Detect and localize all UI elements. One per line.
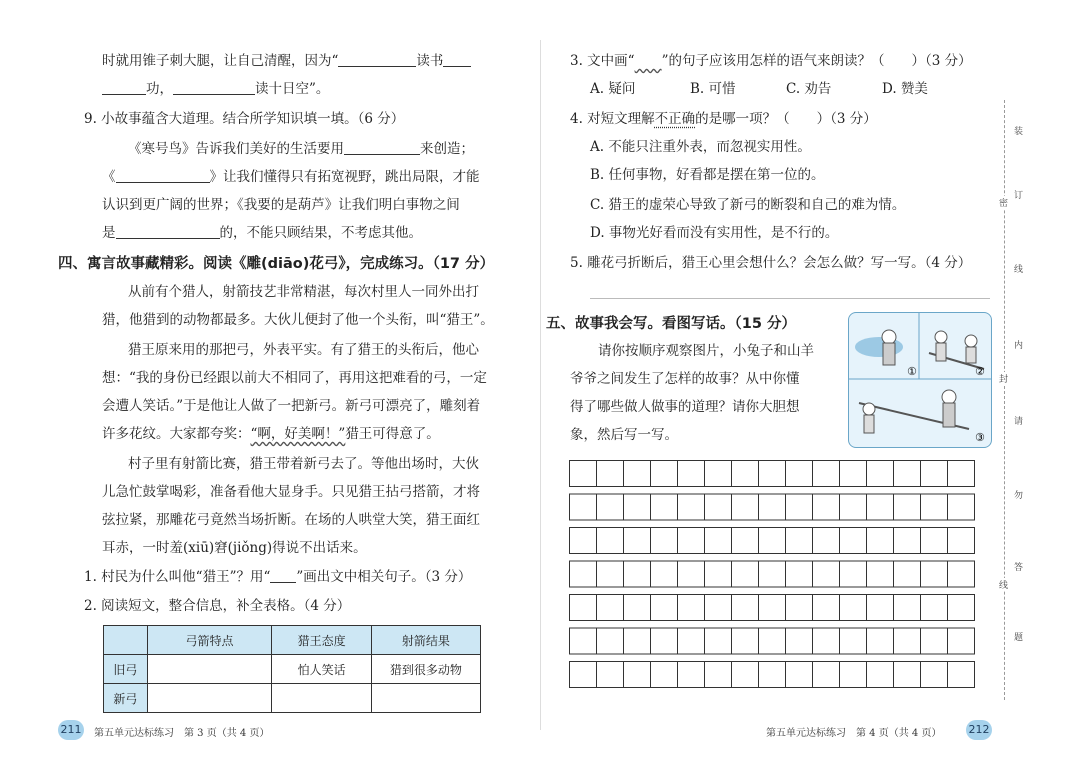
grid-row[interactable] (570, 461, 975, 487)
answer-line[interactable] (590, 298, 990, 299)
grid-row[interactable] (570, 595, 975, 621)
binding-margin-char: 题 (1014, 633, 1024, 643)
option[interactable]: D. 赞美 (882, 81, 928, 97)
answer-blank[interactable] (443, 52, 471, 67)
binding-margin-char: 订 (1014, 191, 1024, 201)
wavy-underlined-sentence: “啊，好美啊！” (250, 426, 346, 442)
option[interactable]: C. 猎王的虚荣心导致了新弓的断裂和自己的难为情。 (590, 197, 906, 213)
prompt-line: 请你按顺序观察图片，小兔子和山羊 (598, 343, 814, 359)
option[interactable]: B. 可惜 (690, 81, 736, 97)
question-4: 4. 对短文理解不正确的是哪一项？（ ）（3 分） (570, 111, 877, 127)
table-cell-blank[interactable] (272, 684, 372, 713)
table-cell-blank[interactable] (371, 684, 480, 713)
passage-line: 耳赤，一时羞(xiū)窘(jiǒng)得说不出话来。 (102, 540, 367, 556)
info-table (103, 625, 481, 713)
answer-blank[interactable] (344, 140, 420, 155)
answer-blank[interactable] (116, 224, 220, 239)
emphasis-dots: 不正确 (654, 111, 696, 127)
passage-line: 猎王原来用的那把弓，外表平实。有了猎王的头衔后，他心 (128, 342, 479, 358)
option[interactable]: B. 任何事物，好看都是摆在第一位的。 (590, 167, 825, 183)
binding-margin-char: 勿 (1014, 491, 1024, 501)
page-footer-left: 第五单元达标练习 第 3 页（共 4 页） (94, 728, 270, 739)
binding-seal-char: 封 (999, 372, 1008, 385)
question-5: 5. 雕花弓折断后，猎王心里会想什么？会怎么做？写一写。（4 分） (570, 255, 972, 271)
prompt-line: 爷爷之间发生了怎样的故事？从中你懂 (570, 371, 800, 387)
underline-sample (270, 568, 296, 583)
binding-margin-char: 答 (1014, 563, 1024, 573)
table-row (104, 684, 481, 713)
binding-margin-char: 内 (1014, 341, 1024, 351)
table-cell: 猎到很多动物 (371, 655, 480, 684)
passage-line: 想：“我的身份已经跟以前大不相同了，再用这把难看的弓，一定 (102, 370, 487, 386)
passage-line: 从前有个猎人，射箭技艺非常精湛，每次村里人一同外出打 (128, 284, 479, 300)
passage-line: 村子里有射箭比赛，猎王带着新弓去了。等他出场时，大伙 (128, 456, 479, 472)
section-5-heading: 五、故事我会写。看图写话。（15 分） (546, 316, 796, 332)
binding-margin-char: 线 (1014, 265, 1024, 275)
binding-line (1004, 100, 1006, 700)
table-cell-blank[interactable] (147, 684, 272, 713)
question-9: 9. 小故事蕴含大道理。结合所学知识填一填。（6 分） (84, 111, 405, 127)
text-line: 时就用锥子刺大腿，让自己清醒，因为“ 读书 (102, 52, 471, 70)
page-divider (540, 40, 541, 730)
question-1: 1. 村民为什么叫他“猎王”？用“ ”画出文中相关句子。（3 分） (84, 569, 472, 585)
table-row-label: 旧弓 (104, 655, 148, 684)
grid-row[interactable] (570, 662, 975, 688)
grid-row[interactable] (570, 528, 975, 554)
binding-seal-char: 密 (999, 196, 1008, 209)
binding-margin-char: 请 (1014, 417, 1024, 427)
wavy-sample (635, 53, 662, 69)
prompt-line: 得了哪些做人做事的道理？请你大胆想 (570, 399, 800, 415)
table-header-cell: 射箭结果 (371, 626, 480, 655)
story-illustration (848, 312, 992, 448)
page-number-left: 211 (58, 720, 84, 740)
option[interactable]: C. 劝告 (786, 81, 832, 97)
text-line: 《寒号鸟》告诉我们美好的生活要用 来创造； (128, 141, 474, 157)
answer-blank[interactable] (338, 52, 416, 67)
page-footer-right: 第五单元达标练习 第 4 页（共 4 页） (766, 728, 942, 739)
question-2: 2. 阅读短文，整合信息，补全表格。（4 分） (84, 598, 351, 614)
text-line: 《 》让我们懂得只有拓宽视野，跳出局限，才能 (102, 169, 480, 185)
grid-row[interactable] (570, 561, 975, 587)
table-row-label: 新弓 (104, 684, 148, 713)
grid-row[interactable] (570, 494, 975, 520)
panel-label: ② (975, 365, 985, 378)
table-header-cell: 弓箭特点 (147, 626, 272, 655)
table-cell: 怕人笑话 (272, 655, 372, 684)
passage-line: 会遭人笑话。”于是他让人做了一把新弓。新弓可漂亮了，雕刻着 (102, 398, 481, 414)
binding-seal-char: 线 (999, 578, 1008, 591)
passage-line: 弦拉紧，那雕花弓竟然当场折断。在场的人哄堂大笑，猎王面红 (102, 512, 480, 528)
passage-line: 许多花纹。大家都夸奖：“啊，好美啊！”猎王可得意了。 (102, 426, 440, 442)
question-3: 3. 文中画“ ”的句子应该用怎样的语气来朗读？（ ）（3 分） (570, 53, 972, 69)
panel-label: ③ (975, 431, 985, 444)
table-row (104, 655, 481, 684)
passage-line: 儿急忙鼓掌喝彩，准备看他大显身手。只见猎王拈弓搭箭，才将 (102, 484, 480, 500)
answer-blank[interactable] (102, 80, 146, 95)
text-line: 功， 读十日空”。 (102, 80, 329, 98)
table-header-cell: 猎王态度 (272, 626, 372, 655)
option[interactable]: A. 疑问 (590, 81, 636, 97)
grid-row[interactable] (570, 628, 975, 654)
table-header-row (104, 626, 481, 655)
prompt-line: 象，然后写一写。 (570, 427, 678, 443)
text-line: 认识到更广阔的世界；《我要的是葫芦》让我们明白事物之间 (102, 197, 460, 213)
passage-line: 猎，他猎到的动物都最多。大伙儿便封了他一个头衔，叫“猎王”。 (102, 312, 494, 328)
page-number-right: 212 (966, 720, 992, 740)
answer-blank[interactable] (173, 80, 255, 95)
table-header-cell (104, 626, 148, 655)
binding-margin-char: 装 (1014, 127, 1024, 137)
option[interactable]: A. 不能只注重外表，而忽视实用性。 (590, 139, 811, 155)
table-cell-blank[interactable] (147, 655, 272, 684)
writing-grid[interactable] (569, 460, 975, 692)
option[interactable]: D. 事物光好看而没有实用性，是不行的。 (590, 225, 839, 241)
panel-label: ① (907, 365, 917, 378)
text-line: 是 的，不能只顾结果，不考虑其他。 (102, 225, 422, 241)
answer-blank[interactable] (116, 168, 210, 183)
section-4-heading: 四、寓言故事藏精彩。阅读《雕(diāo)花弓》，完成练习。（17 分） (58, 256, 495, 272)
illustration-drawing (849, 313, 991, 447)
